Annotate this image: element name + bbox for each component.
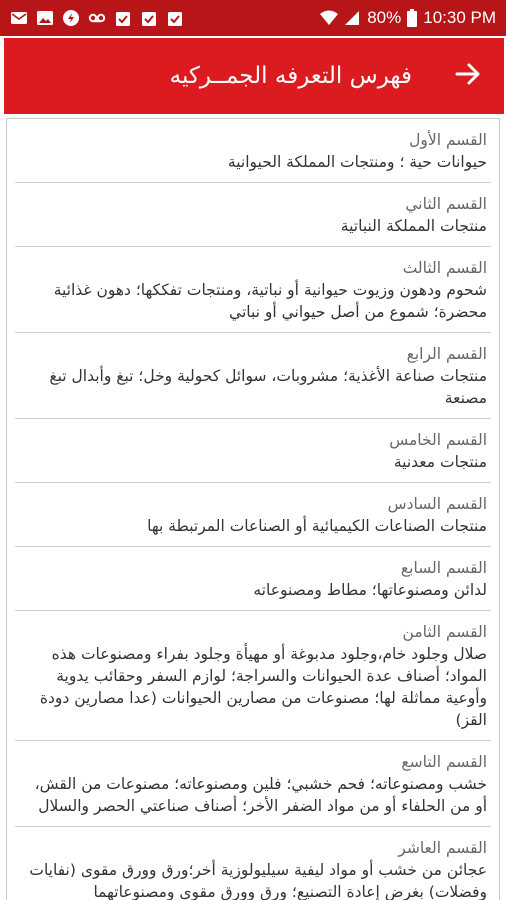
section-title: القسم الخامس: [389, 431, 487, 449]
battery-percent: 80%: [367, 8, 402, 27]
section-title: القسم التاسع: [401, 753, 487, 771]
sections-list-container[interactable]: [6, 118, 500, 900]
clipboard-check-icon: [166, 9, 184, 27]
app-bar: [4, 38, 504, 114]
section-description: صلال وجلود خام،وجلود مدبوغة أو مهيأة وجلود بفراء ومصنوعات هذه المواد؛ أصناف عدة الحيوانات والسراجة؛ لوازم السفر وحقائب يدوية وأوعية مماثلة لها؛ مصنوعات من مصارين الحيوانات (عدا مصارين دودة القز): [39, 645, 487, 729]
list-item[interactable]: [15, 483, 491, 547]
list-item[interactable]: [15, 827, 491, 900]
list-item[interactable]: [15, 119, 491, 183]
section-title: القسم العاشر: [398, 839, 487, 857]
battery-icon: [407, 9, 417, 27]
list-item[interactable]: [15, 333, 491, 419]
section-description: لدائن ومصنوعاتها؛ مطاط ومصنوعاته: [253, 581, 487, 599]
wifi-icon: [319, 9, 337, 27]
section-description: شحوم ودهون وزيوت حيوانية أو نباتية، ومنتجات تفككها؛ دهون غذائية محضرة؛ شموع من أصل حيواني أو نباتي: [53, 281, 487, 321]
page-title: فهرس التعرفه الجمــركيه: [169, 63, 412, 89]
list-item[interactable]: [15, 247, 491, 333]
section-title: القسم الأول: [409, 131, 487, 149]
section-title: القسم الرابع: [406, 345, 487, 363]
section-title: القسم السابع: [400, 559, 487, 577]
list-item[interactable]: [15, 547, 491, 611]
app-circle-icon: [62, 9, 80, 27]
image-icon: [36, 9, 54, 27]
clipboard-check-icon: [114, 9, 132, 27]
section-description: خشب ومصنوعاته؛ فحم خشبي؛ فلين ومصنوعاته؛ مصنوعات من القش، أو من الحلفاء أو من مواد الضفر الأخر؛ أصناف صناعتي الحصر والسلال: [34, 775, 487, 815]
section-title: القسم الثاني: [405, 195, 487, 213]
list-item[interactable]: [15, 419, 491, 483]
section-description: منتجات المملكة النباتية: [340, 217, 487, 235]
section-description: عجائن من خشب أو مواد ليفية سيليولوزية أخر؛ورق وورق مقوى (نفايات وفضلات) بغرض إعادة التصنيع؛ ورق وورق مقوى ومصنوعاتهما: [29, 861, 487, 900]
section-description: حيوانات حية ؛ ومنتجات المملكة الحيوانية: [227, 153, 487, 171]
clipboard-check-icon: [140, 9, 158, 27]
list-item[interactable]: [15, 183, 491, 247]
section-title: القسم الثامن: [402, 623, 487, 641]
section-title: القسم السادس: [387, 495, 487, 513]
section-description: منتجات معدنية: [393, 453, 487, 471]
clock: 10:30 PM: [423, 8, 496, 27]
signal-icon: [343, 9, 361, 27]
mail-icon: [10, 9, 28, 27]
back-button[interactable]: [432, 38, 504, 114]
voicemail-icon: [88, 9, 106, 27]
section-description: منتجات صناعة الأغذية؛ مشروبات، سوائل كحولية وخل؛ تبغ وأبدال تبغ مصنعة: [49, 367, 487, 407]
notification-icons: [10, 9, 184, 27]
status-bar: [0, 0, 506, 36]
list-item[interactable]: [15, 741, 491, 827]
sections-list: [7, 119, 499, 900]
section-title: القسم الثالث: [402, 259, 487, 277]
system-status: [319, 8, 496, 28]
section-description: منتجات الصناعات الكيميائية أو الصناعات المرتبطة بها: [147, 517, 487, 535]
list-item[interactable]: [15, 611, 491, 741]
arrow-right-icon: [454, 60, 482, 92]
